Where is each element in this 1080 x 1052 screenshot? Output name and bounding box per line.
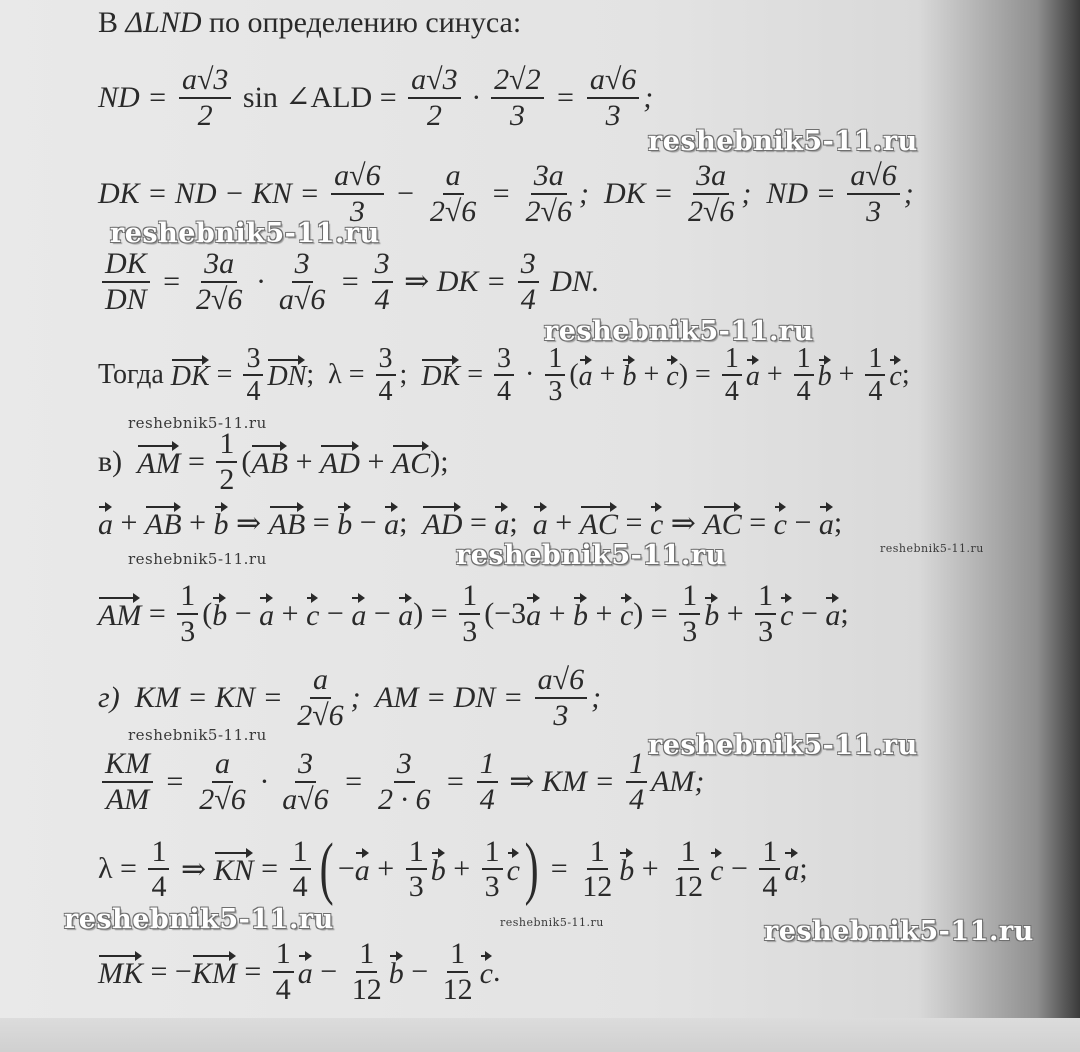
fraction: $\frac{a√6}{3}$: [331, 160, 383, 227]
fraction: $\frac{2√2}{3}$: [491, 64, 543, 131]
fraction: $\frac{a}{2√6}$: [199, 747, 246, 816]
line-8-am-expansion: AM = $\frac{1}{3}$ ( b − a + c − a − a ) = $\frac{1}{3}$ (−3 a + b + c ) = $\frac{1}{3}$ b + $\frac{1}{3}$ c − a ;: [98, 579, 849, 648]
fraction: $\frac{1}{4}$: [865, 344, 885, 407]
fraction: $\frac{a√6}{3}$: [535, 664, 587, 731]
line-5-togda: Тогда DK = $\frac{3}{4}$ DN ; λ = $\frac{3}{4}$ ; DK = $\frac{3}{4}$ · $\frac{1}{3}$ ( a + b + c ) = $\frac{1}{4}$ a + $\frac{1}{4}$ b + $\frac{1}{4}$ c ;: [98, 343, 910, 408]
fraction: $\frac{1}{3}$: [545, 344, 565, 407]
line-1-heading: В ΔLND по определению синуса:: [98, 6, 522, 39]
fraction: $\frac{1}{4}$: [759, 836, 780, 903]
watermark: reshebnik5-11.ru: [110, 218, 380, 249]
fraction: $\frac{1}{3}$: [482, 836, 503, 903]
watermark: reshebnik5-11.ru: [128, 414, 267, 432]
line-7-vectors: a + AB + b ⇒ AB = b − a ; AD = a ; a + AC = c ⇒ AC = c − a ;: [98, 506, 843, 541]
fraction: $\frac{1}{4}$: [794, 344, 814, 407]
watermark: reshebnik5-11.ru: [64, 904, 334, 935]
fraction: $\frac{1}{4}$: [722, 344, 742, 407]
watermark: reshebnik5-11.ru: [648, 730, 918, 761]
fraction: $\frac{1}{12}$: [582, 834, 613, 903]
watermark: reshebnik5-11.ru: [648, 126, 918, 157]
fraction: $\frac{3}{4}$: [372, 248, 393, 315]
fraction: $\frac{1}{3}$: [459, 580, 480, 647]
fraction: $\frac{1}{4}$: [290, 836, 311, 903]
fraction: $\frac{3}{4}$: [494, 344, 514, 407]
fraction: $\frac{1}{4}$: [273, 938, 294, 1005]
fraction: $\frac{3}{4}$: [243, 344, 263, 407]
fraction: $\frac{3}{2 \cdot 6}$: [377, 747, 431, 816]
fraction: $\frac{a√6}{3}$: [847, 160, 899, 227]
line-3-dk-formula: DK = ND − KN = $\frac{a√6}{3}$ − $\frac{a}{2√6}$ = $\frac{3a}{2√6}$ ; DK = $\frac{3a}{2√6}$ ; ND = $\frac{a√6}{3}$ ;: [98, 159, 914, 228]
fraction: $\frac{a}{2√6}$: [297, 663, 344, 732]
fraction: $\frac{1}{3}$: [755, 580, 776, 647]
fraction: $\frac{1}{2}$: [216, 428, 237, 495]
fraction: $\frac{1}{3}$: [406, 836, 427, 903]
fraction: $\frac{1}{12}$: [442, 937, 473, 1006]
fraction: $\frac{a√3}{2}$: [408, 64, 460, 131]
line-11-lambda-kn: λ = $\frac{1}{4}$ ⇒ KN = $\frac{1}{4}$ ( − a + $\frac{1}{3}$ b + $\frac{1}{3}$ c ) = $\frac{1}{12}$ b + $\frac{1}{12}$ c − $\frac{1}{4}$ a ;: [98, 830, 808, 907]
watermark: reshebnik5-11.ru: [128, 550, 267, 568]
fraction: $\frac{DK}{DN}$: [102, 248, 150, 315]
fraction: $\frac{1}{3}$: [177, 580, 198, 647]
fraction: $\frac{1}{12}$: [351, 937, 382, 1006]
page-bottom-shadow: [0, 1018, 1080, 1052]
fraction: $\frac{3a}{2√6}$: [687, 159, 735, 228]
fraction: $\frac{3}{4}$: [518, 248, 539, 315]
fraction: $\frac{1}{12}$: [673, 834, 704, 903]
fraction: $\frac{3}{a√6}$: [282, 747, 329, 816]
fraction: $\frac{3}{4}$: [376, 344, 396, 407]
fraction: $\frac{a√6}{3}$: [587, 64, 639, 131]
line-9-part-g: г) KM = KN = $\frac{a}{2√6}$ ; AM = DN = $\frac{a√6}{3}$ ;: [98, 663, 602, 732]
fraction: $\frac{a}{2√6}$: [429, 159, 477, 228]
line-4-ratio: $\frac{DK}{DN}$ = $\frac{3a}{2√6}$ · $\frac{3}{a√6}$ = $\frac{3}{4}$ ⇒ DK = $\frac{3}{4}$ DN.: [98, 248, 599, 315]
fraction: $\frac{1}{4}$: [477, 748, 498, 815]
fraction: $\frac{3}{a√6}$: [278, 247, 326, 316]
watermark: reshebnik5-11.ru: [500, 916, 604, 929]
watermark: reshebnik5-11.ru: [544, 316, 814, 347]
watermark: reshebnik5-11.ru: [880, 542, 984, 555]
fraction: $\frac{3a}{2√6}$: [525, 159, 573, 228]
watermark: reshebnik5-11.ru: [764, 916, 1034, 947]
line-10-km-ratio: $\frac{KM}{AM}$ = $\frac{a}{2√6}$ · $\frac{3}{a√6}$ = $\frac{3}{2 \cdot 6}$ = $\frac{1}{4}$ ⇒ KM = $\frac{1}{4}$ AM;: [98, 748, 704, 815]
fraction: $\frac{1}{4}$: [148, 836, 169, 903]
watermark: reshebnik5-11.ru: [128, 726, 267, 744]
watermark: reshebnik5-11.ru: [456, 540, 726, 571]
fraction: $\frac{1}{4}$: [626, 748, 647, 815]
fraction: $\frac{a√3}{2}$: [179, 64, 231, 131]
fraction: $\frac{1}{3}$: [679, 580, 700, 647]
fraction: $\frac{3a}{2√6}$: [195, 247, 243, 316]
line-12-mk: MK = − KM = $\frac{1}{4}$ a − $\frac{1}{12}$ b − $\frac{1}{12}$ c .: [98, 937, 501, 1006]
line-6-part-v: в) AM = $\frac{1}{2}$ ( AB + AD + AC );: [98, 427, 449, 496]
fraction: $\frac{KM}{AM}$: [102, 748, 153, 815]
line-2-nd-formula: ND = $\frac{a√3}{2}$ sin ∠ALD = $\frac{a√3}{2}$ · $\frac{2√2}{3}$ = $\frac{a√6}{3}$ ;: [98, 63, 654, 132]
